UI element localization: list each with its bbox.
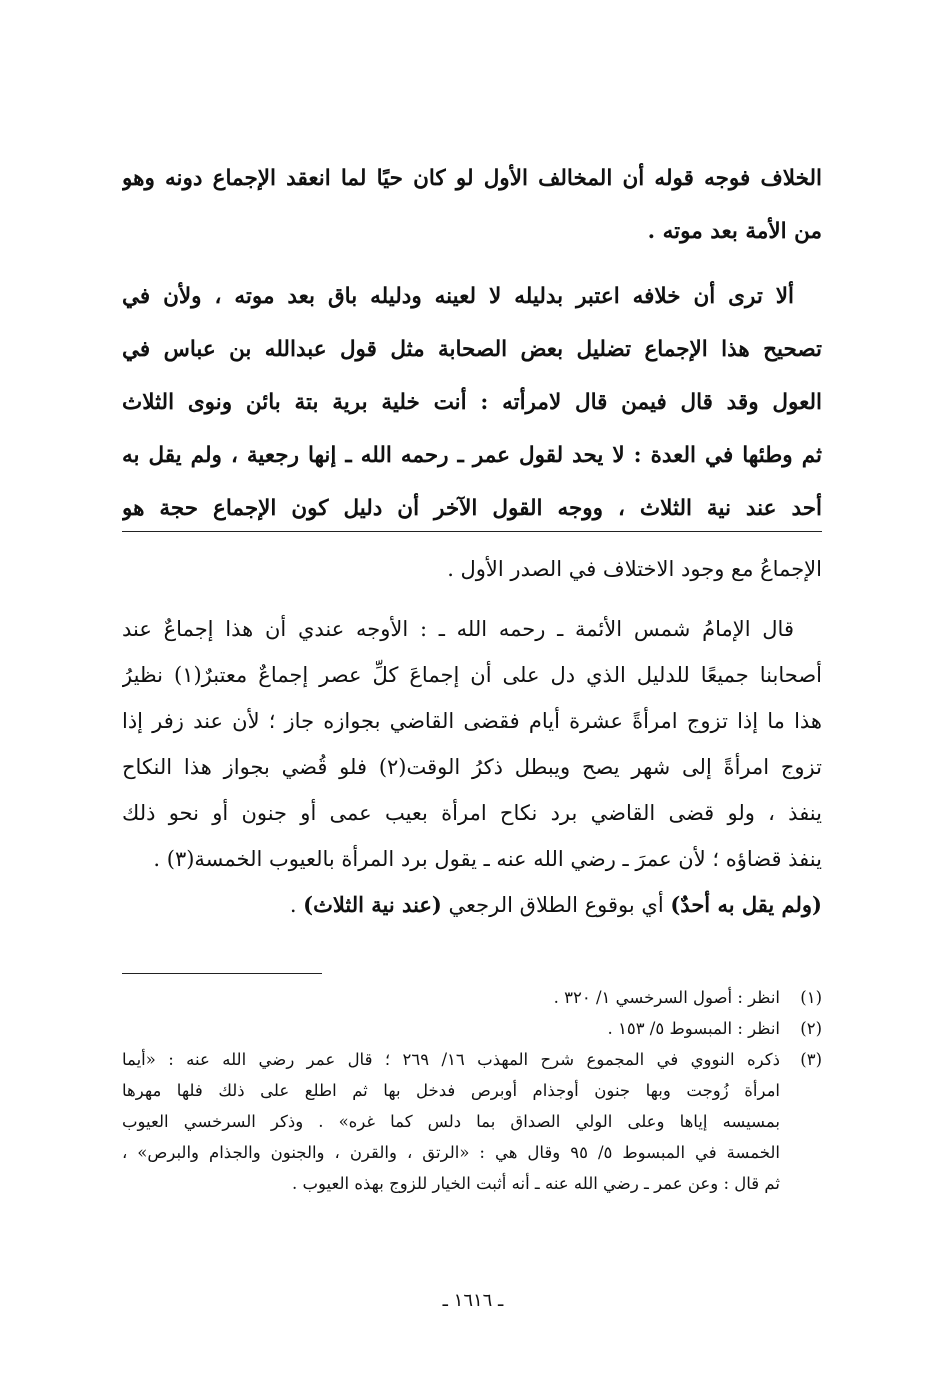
text-line: من الأمة بعد موته . xyxy=(647,219,822,244)
main-paragraph-2 xyxy=(122,270,822,535)
paragraph-gap xyxy=(122,592,822,606)
footnote-separator xyxy=(122,973,322,974)
footnotes xyxy=(122,982,822,1199)
text-line: هذا ما إذا تزوج امرأةً عشرة أيام فقضى القاضي بجوازه جاز ؛ لأن عند زفر إذا xyxy=(122,709,822,733)
footnote-body xyxy=(122,1044,780,1199)
text-line: ينفذ قضاؤه ؛ لأن عمرَ ـ رضي الله عنه ـ يقول برد المرأة بالعيوب الخمسة(٣) . xyxy=(153,847,822,871)
footnote-line: انظر : أصول السرخسي ١/ ٣٢٠ . xyxy=(553,988,780,1007)
main-text xyxy=(122,152,822,535)
text-line: تصحيح هذا الإجماع تضليل بعض الصحابة مثل قول عبدالله بن عباس في xyxy=(122,337,822,362)
text-separator xyxy=(122,531,822,532)
footnote-number: (١) xyxy=(800,988,822,1007)
commentary-phrase: أي بوقوع الطلاق الرجعي xyxy=(441,893,671,917)
text-line: العول وقد قال فيمن قال لامرأته : أنت خلية برية بتة بائن ونوى الثلاث xyxy=(122,390,822,415)
footnote-number: (٢) xyxy=(800,1019,822,1038)
footnote-line: امرأة زُوجت وبها جنون أوجذام أوبرص فدخل بها ثم اطلع على ذلك فلها مهرها xyxy=(122,1081,780,1100)
footnote-1 xyxy=(122,982,822,1013)
text-line: ينفذ ، ولو قضى القاضي برد نكاح امرأة بعيب عمى أو جنون أو نحو ذلك xyxy=(122,801,822,825)
footnote-number: (٣) xyxy=(800,1050,822,1069)
footnote-line: ثم قال : وعن عمر ـ رضي الله عنه ـ أنه أثبت الخيار للزوج بهذه العيوب . xyxy=(292,1174,780,1193)
text-line: ألا ترى أن خلافه اعتبر بدليله لا لعينه ودليله باق بعد موته ، ولأن في xyxy=(122,284,794,309)
paragraph-gap xyxy=(122,258,822,270)
commentary-paragraph-2 xyxy=(122,606,822,882)
quoted-phrase: (عند نية الثلاث) xyxy=(303,892,442,917)
text-line: تزوج امرأةً إلى شهر يصح ويبطل ذكرُ الوقت(٢) فلو قُضي بجواز هذا النكاح xyxy=(122,755,822,779)
text-line: الخلاف فوجه قوله أن المخالف الأول لو كان حيًا لما انعقد الإجماع دونه وهو xyxy=(122,166,822,191)
main-paragraph-1 xyxy=(122,152,822,258)
commentary-text xyxy=(122,546,822,928)
text-line: الإجماعُ مع وجود الاختلاف في الصدر الأول . xyxy=(447,557,822,581)
commentary-paragraph-3 xyxy=(122,882,822,928)
text-line: أحد عند نية الثلاث ، ووجه القول الآخر أن دليل كون الإجماع حجة هو xyxy=(122,496,822,521)
footnote-line: ذكره النووي في المجموع شرح المهذب ١٦/ ٢٦٩ ؛ قال عمر رضي الله عنه : «أيما xyxy=(122,1050,780,1069)
quoted-phrase: (ولم يقل به أحدٌ) xyxy=(670,892,822,917)
text-line: قال الإمامُ شمس الأئمة ـ رحمه الله ـ : الأوجه عندي أن هذا إجماعٌ عند xyxy=(122,617,794,641)
text-line xyxy=(122,882,822,928)
commentary-phrase: . xyxy=(289,893,304,917)
footnote-line: الخمسة في المبسوط ٥/ ٩٥ وقال هي : «الرتق ، والقرن ، والجنون والجذام والبرص» ، xyxy=(122,1143,780,1162)
footnote-2 xyxy=(122,1013,822,1044)
footnote-line: انظر : المبسوط ٥/ ١٥٣ . xyxy=(607,1019,780,1038)
text-line: ثم وطئها في العدة : لا يحد لقول عمر ـ رحمه الله ـ إنها رجعية ، ولم يقل به xyxy=(122,443,822,468)
footnote-line: بمسيسه إياها وعلى الولي الصداق بما دلس كما غره» . وذكر السرخسي العيوب xyxy=(122,1112,780,1131)
footnote-3 xyxy=(122,1044,822,1199)
commentary-paragraph-1 xyxy=(122,546,822,592)
page-number: ـ ١٦١٦ ـ xyxy=(442,1290,504,1311)
footnote-body xyxy=(122,982,780,1013)
footnote-body xyxy=(122,1013,780,1044)
text-line: أصحابنا جميعًا للدليل الذي دل على أن إجماعَ كلِّ عصر إجماعٌ معتبرٌ(١) نظيرُ xyxy=(122,663,822,687)
